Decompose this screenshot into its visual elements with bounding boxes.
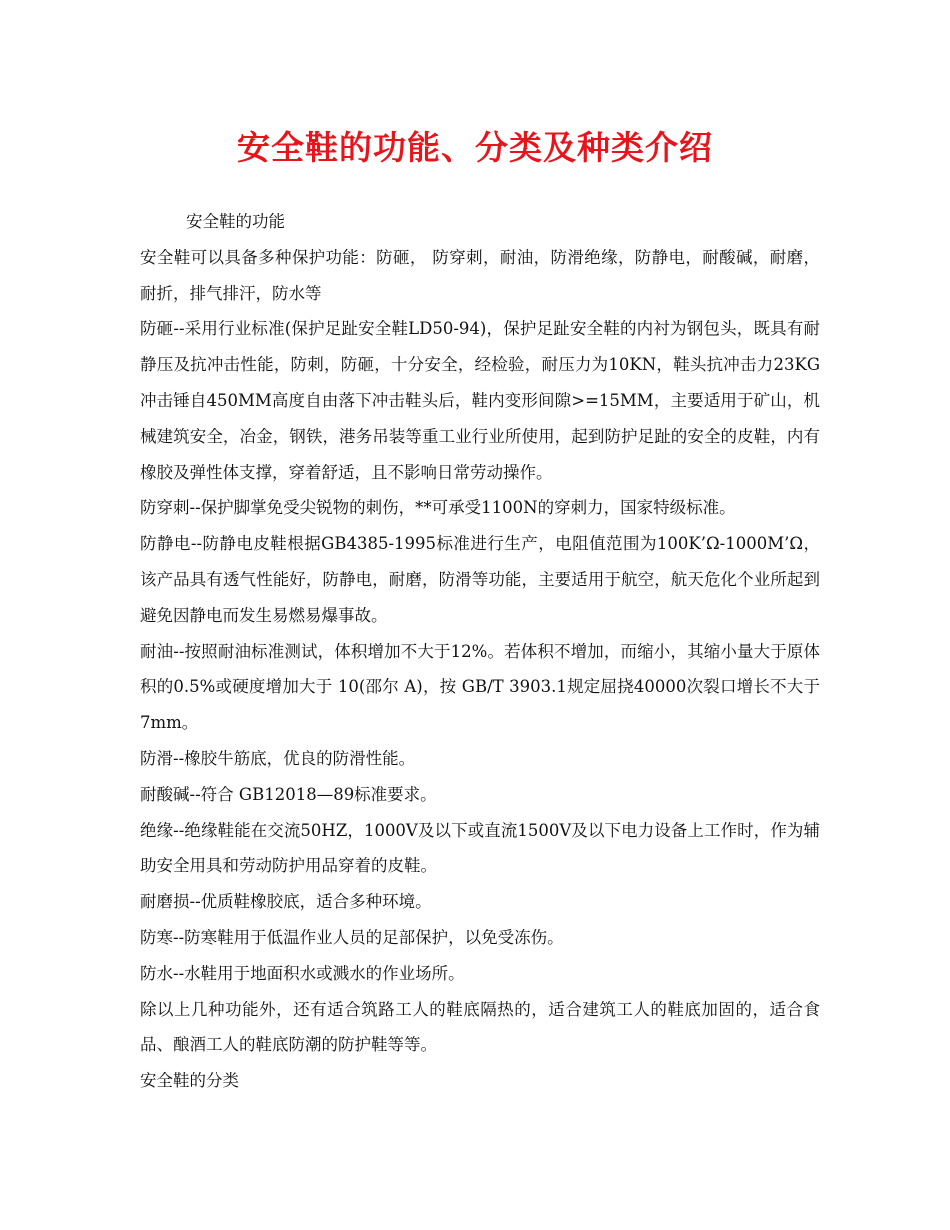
document-body — [140, 204, 820, 1099]
paragraph-acid-alkali: 耐酸碱--符合 GB12018—89标准要求。 — [140, 784, 437, 804]
page-title: 安全鞋的功能、分类及种类介绍 — [237, 128, 713, 167]
paragraph-cold-proof: 防寒--防寒鞋用于低温作业人员的足部保护，以免受冻伤。 — [140, 927, 564, 947]
paragraph-overview: 安全鞋可以具备多种保护功能：防砸， 防穿刺，耐油，防滑绝缘，防静电，耐酸碱，耐磨，耐折，排气排汗，防水等 — [140, 247, 820, 303]
paragraph-anti-static: 防静电--防静电皮鞋根据GB4385-1995标准进行生产，电阻值范围为100K’Ω-1000M’Ω，该产品具有透气性能好，防静电，耐磨，防滑等功能，主要适用于航空，航天危化个业所起到避免因静电而发生易燃易爆事故。 — [140, 534, 820, 625]
paragraph-anti-smash: 防砸--采用行业标准(保护足趾安全鞋LD50-94)，保护足趾安全鞋的内衬为钢包头，既具有耐静压及抗冲击性能，防刺，防砸，十分安全，经检验，耐压力为10KN，鞋头抗冲击力23KG冲击锤自450MM高度自由落下冲击鞋头后，鞋内变形间隙>=15MM，主要适用于矿山，机械建筑安全，冶金，钢铁，港务吊装等重工业行业所使用，起到防护足趾的安全的皮鞋，内有橡胶及弹性体支撑，穿着舒适，且不影响日常劳动操作。 — [140, 319, 820, 482]
paragraph-waterproof: 防水--水鞋用于地面积水或溅水的作业场所。 — [140, 963, 465, 983]
paragraph-oil-resistant: 耐油--按照耐油标准测试，体积增加不大于12%。若体积不增加，而缩小，其缩小量大于原体积的0.5%或硬度增加大于 10(邵尔 A)，按 GB/T 3903.1规定屈挠40000次裂口增长不大于7mm。 — [140, 641, 820, 733]
paragraph-wear-resistant: 耐磨损--优质鞋橡胶底，适合多种环境。 — [140, 892, 432, 912]
section-heading-classification: 安全鞋的分类 — [140, 1071, 239, 1091]
paragraph-anti-slip: 防滑--橡胶牛筋底，优良的防滑性能。 — [140, 748, 416, 768]
paragraph-other-functions: 除以上几种功能外，还有适合筑路工人的鞋底隔热的，适合建筑工人的鞋底加固的，适合食品、酿酒工人的鞋底防潮的防护鞋等等。 — [140, 999, 820, 1055]
section-heading-functions: 安全鞋的功能 — [186, 212, 285, 231]
paragraph-insulation: 绝缘--绝缘鞋能在交流50HZ，1000V及以下或直流1500V及以下电力设备上工作时，作为辅助安全用具和劳动防护用品穿着的皮鞋。 — [140, 820, 820, 876]
paragraph-anti-puncture: 防穿刺--保护脚掌免受尖锐物的刺伤，**可承受1100N的穿刺力，国家特级标准。 — [140, 498, 736, 518]
